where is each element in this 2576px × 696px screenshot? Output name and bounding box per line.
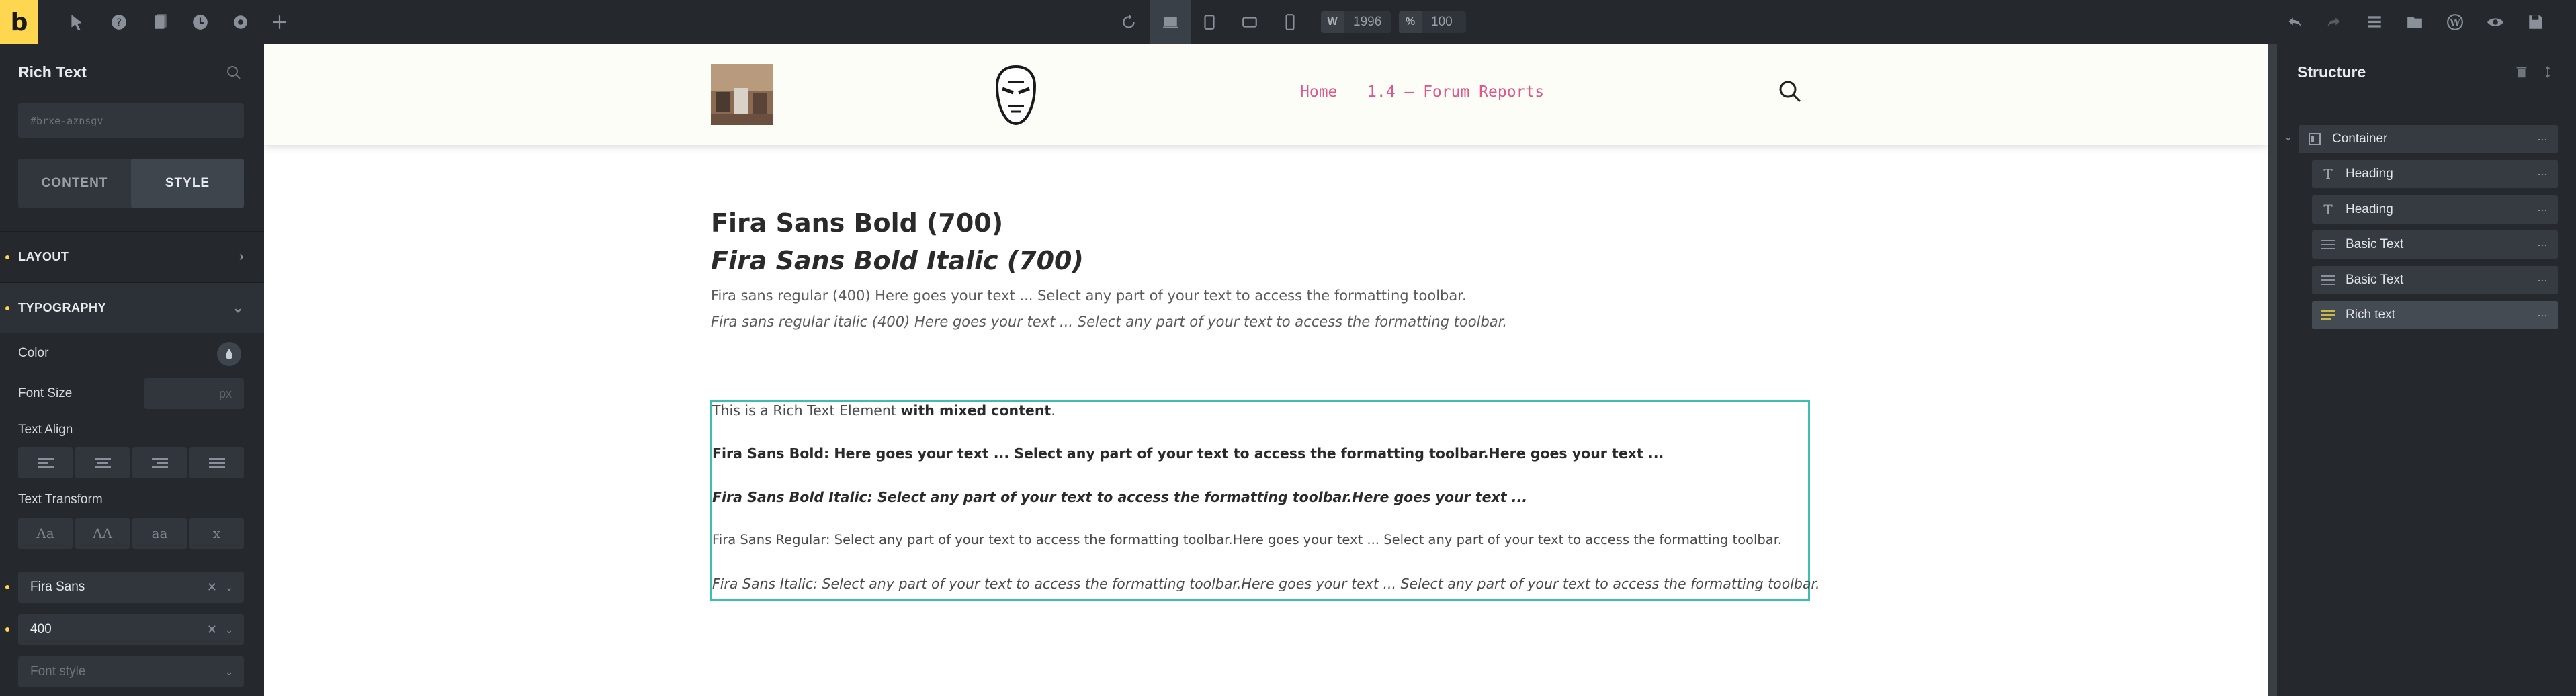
rich-line-1-bold: with mixed content (900, 402, 1051, 419)
tablet-landscape-icon[interactable] (1239, 11, 1260, 33)
align-right-icon (152, 458, 168, 468)
node-label: Heading (2346, 167, 2393, 181)
node-label: Basic Text (2346, 237, 2404, 251)
redo-icon[interactable] (2323, 11, 2344, 33)
more-icon[interactable]: ··· (2537, 273, 2547, 287)
align-justify-button[interactable] (189, 447, 244, 478)
more-icon[interactable]: ··· (2537, 308, 2547, 322)
align-left-icon (38, 458, 54, 468)
chevron-down-icon: ⌄ (225, 623, 233, 635)
rich-line-3: Fira Sans Bold Italic: Select any part of your text to access the formatting toolbar.Here goes your text ... (712, 489, 1528, 505)
align-justify-icon (209, 458, 225, 468)
text-align-label: Text Align (18, 423, 73, 437)
expand-icon[interactable] (2540, 64, 2555, 79)
search-icon[interactable] (226, 64, 242, 81)
top-toolbar (0, 0, 2576, 44)
modified-dot (5, 627, 9, 632)
save-icon[interactable] (2525, 11, 2546, 33)
font-weight-select[interactable] (18, 614, 244, 645)
node-label: Container (2332, 132, 2388, 146)
color-picker-button[interactable] (217, 342, 241, 366)
svg-text:?: ? (116, 16, 122, 29)
canvas-resize-handle[interactable] (2268, 44, 2277, 696)
transform-capitalize-button[interactable]: Aa (18, 518, 73, 549)
basic-text-italic[interactable]: Fira sans regular italic (400) Here goes your text ... Select any part of your text to access the formatting toolbar. (711, 314, 1508, 330)
transform-none-button[interactable]: x (189, 518, 244, 549)
section-layout[interactable] (0, 231, 264, 282)
section-typography[interactable] (0, 282, 264, 333)
structure-node-heading[interactable] (2312, 160, 2558, 188)
structure-node-heading[interactable] (2312, 195, 2558, 224)
svg-text:W: W (2450, 17, 2460, 29)
header-photo[interactable] (711, 64, 773, 125)
width-value: 1996 (1353, 15, 1382, 29)
search-icon[interactable] (1778, 79, 1802, 103)
font-style-placeholder: Font style (30, 664, 86, 679)
font-style-select[interactable] (18, 656, 244, 687)
zoom-value: 100 (1431, 15, 1453, 29)
transform-lowercase-button[interactable]: aa (132, 518, 187, 549)
rich-line-1-start: This is a Rich Text Element (712, 402, 901, 419)
help-icon[interactable] (108, 11, 130, 33)
add-icon[interactable] (269, 11, 290, 33)
reload-icon[interactable] (1118, 11, 1140, 33)
more-icon[interactable]: ··· (2537, 202, 2547, 216)
rich-line-4: Fira Sans Regular: Select any part of your text to access the formatting toolbar.Here goes your text ... Select any part of your text to access the formatting toolbar. (712, 532, 1783, 548)
nav-link-forum-reports[interactable]: 1.4 – Forum Reports (1367, 83, 1545, 101)
preview-eye-icon[interactable] (2485, 11, 2506, 33)
clear-icon[interactable]: ✕ (206, 622, 217, 636)
folder-icon[interactable] (2404, 11, 2425, 33)
chevron-down-icon: ⌄ (232, 301, 244, 316)
color-label: Color (18, 346, 49, 360)
history-icon[interactable] (189, 11, 211, 33)
more-icon[interactable]: ··· (2537, 237, 2547, 251)
builder-canvas (264, 44, 2268, 696)
settings-icon[interactable] (230, 11, 251, 33)
rich-line-5: Fira Sans Italic: Select any part of your text to access the formatting toolbar.Here goes your text ... Select any part of your text to access the formatting toolbar. (712, 576, 1820, 592)
font-size-input[interactable]: px (144, 378, 244, 409)
transform-uppercase-button[interactable]: AA (75, 518, 130, 549)
modified-dot (5, 585, 9, 589)
align-right-button[interactable] (132, 447, 187, 478)
structure-toggle-icon[interactable] (2364, 11, 2385, 33)
more-icon[interactable]: ··· (2537, 167, 2547, 181)
desktop-breakpoint-icon[interactable] (1150, 0, 1191, 44)
nav-link-home[interactable]: Home (1300, 83, 1338, 101)
font-family-select[interactable] (18, 572, 244, 603)
basic-text-regular[interactable]: Fira sans regular (400) Here goes your text ... Select any part of your text to access the formatting toolbar. (711, 288, 1467, 304)
rich-text-icon (2320, 307, 2336, 323)
structure-panel (2277, 44, 2576, 696)
container-icon (2307, 131, 2323, 147)
site-header (264, 44, 2268, 145)
zoom-label: % (1399, 11, 1422, 33)
align-center-button[interactable] (75, 447, 130, 478)
chevron-down-icon: ⌄ (225, 581, 233, 593)
heading-icon: T (2323, 202, 2333, 218)
rich-text-element[interactable] (710, 400, 1820, 601)
font-weight-value: 400 (30, 622, 52, 636)
rich-line-1 (712, 402, 1056, 419)
bricks-logo[interactable]: b (0, 0, 38, 44)
text-transform-group (18, 518, 244, 549)
font-family-value: Fira Sans (30, 580, 85, 594)
wordpress-icon[interactable] (2444, 11, 2466, 33)
node-label: Heading (2346, 202, 2393, 216)
element-settings-panel (0, 44, 264, 696)
undo-icon[interactable] (2284, 11, 2306, 33)
ironman-logo[interactable] (993, 64, 1039, 126)
text-transform-label: Text Transform (18, 492, 103, 507)
node-label: Rich text (2346, 308, 2395, 322)
rich-line-1-end: . (1051, 402, 1056, 419)
chevron-down-icon: ⌄ (225, 666, 233, 677)
panel-title: Rich Text (18, 63, 87, 81)
node-label: Basic Text (2346, 273, 2404, 287)
clear-icon[interactable]: ✕ (206, 580, 217, 594)
chevron-down-icon[interactable]: ⌄ (2284, 132, 2293, 143)
trash-icon[interactable] (2514, 64, 2529, 79)
zoom-field[interactable] (1399, 11, 1466, 33)
pages-icon[interactable] (149, 11, 171, 33)
structure-node-container[interactable] (2299, 125, 2558, 153)
align-center-icon (95, 458, 111, 468)
canvas-width-field[interactable] (1321, 11, 1391, 33)
rich-line-2: Fira Sans Bold: Here goes your text ... Select any part of your text to access the formatting toolbar.Here goes your text ... (712, 445, 1664, 462)
align-left-button[interactable] (18, 447, 73, 478)
more-icon[interactable]: ··· (2537, 132, 2547, 146)
section-layout-label: LAYOUT (18, 250, 69, 263)
section-typography-label: TYPOGRAPHY (18, 301, 107, 314)
modified-dot (5, 255, 9, 259)
heading-bold-italic[interactable]: Fira Sans Bold Italic (700) (711, 246, 1084, 275)
width-label: W (1321, 11, 1344, 33)
structure-node-rich-text[interactable] (2312, 301, 2558, 329)
panel-tabs (18, 159, 244, 208)
modified-dot (5, 306, 9, 310)
structure-title: Structure (2297, 63, 2366, 81)
cursor-icon[interactable] (66, 11, 87, 33)
font-size-label: Font Size (18, 386, 73, 400)
text-align-group (18, 447, 244, 478)
text-icon (2320, 272, 2336, 288)
structure-node-basic-text[interactable] (2312, 230, 2558, 259)
tab-style[interactable]: STYLE (131, 159, 244, 208)
structure-node-basic-text[interactable] (2312, 266, 2558, 294)
mobile-icon[interactable] (1279, 11, 1301, 33)
tab-content[interactable]: CONTENT (41, 176, 108, 190)
heading-icon: T (2323, 166, 2333, 182)
element-id-field[interactable]: #brxe-aznsgv (18, 103, 244, 138)
text-icon (2320, 236, 2336, 253)
heading-bold[interactable]: Fira Sans Bold (700) (711, 208, 1004, 238)
droplet-icon (224, 348, 234, 360)
tablet-icon[interactable] (1199, 11, 1220, 33)
chevron-right-icon: › (239, 249, 244, 264)
